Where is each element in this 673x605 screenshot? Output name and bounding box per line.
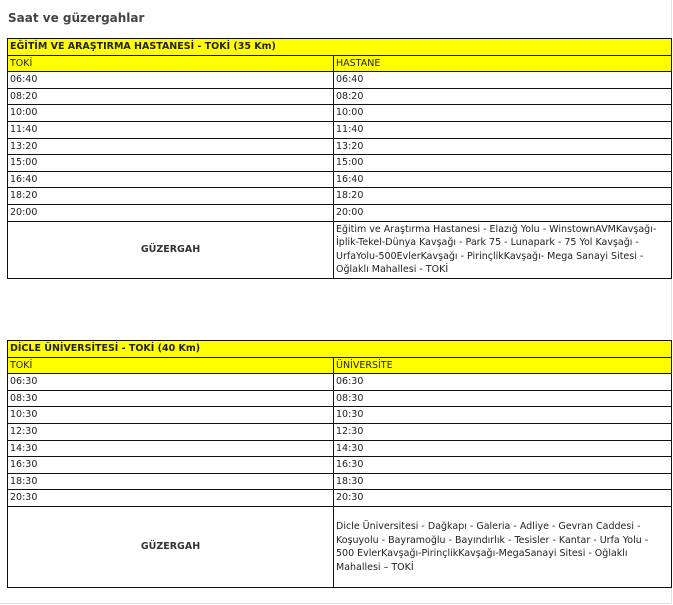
- departure-time-destination: 14:30: [334, 440, 672, 457]
- departure-time-origin: 18:30: [8, 473, 334, 490]
- table-row: [8, 440, 672, 457]
- departure-time-origin: 12:30: [8, 423, 334, 440]
- table-row: [8, 155, 672, 172]
- departure-time-destination: 20:30: [334, 490, 672, 507]
- departure-time-origin: 15:00: [8, 155, 334, 172]
- table-row: [8, 72, 672, 89]
- table-row: [8, 88, 672, 105]
- departure-time-origin: 08:30: [8, 390, 334, 407]
- column-header-destination: ÜNİVERSİTE: [334, 357, 672, 374]
- table-row: [8, 374, 672, 391]
- departure-time-destination: 06:30: [334, 374, 672, 391]
- departure-time-destination: 12:30: [334, 423, 672, 440]
- route-description: Dicle Üniversitesi - Dağkapı - Galeria - Adliye - Gevran Caddesi - Koşuyolu - Bayramoğlu - Bayındırlık - Tesisler - Kantar - Urfa Yolu - 500 EvlerKavşağı-PirinçlikKavşağı-MegaSanayi Sitesi - Oğlaklı Mahallesi – TOKİ: [334, 506, 672, 587]
- departure-time-origin: 18:20: [8, 188, 334, 205]
- departure-time-destination: 11:40: [334, 121, 672, 138]
- departure-time-destination: 16:40: [334, 171, 672, 188]
- departure-time-origin: 11:40: [8, 121, 334, 138]
- table-row: [8, 490, 672, 507]
- departure-time-destination: 10:30: [334, 407, 672, 424]
- departure-time-destination: 08:20: [334, 88, 672, 105]
- column-header-row: [8, 55, 672, 72]
- schedule-table-hospital: [7, 38, 672, 279]
- table-row: [8, 138, 672, 155]
- departure-time-destination: 10:00: [334, 105, 672, 122]
- route-label: GÜZERGAH: [8, 506, 334, 587]
- departure-time-destination: 20:00: [334, 204, 672, 221]
- table-row: [8, 457, 672, 474]
- table-row: [8, 423, 672, 440]
- column-header-origin: TOKİ: [8, 357, 334, 374]
- departure-time-origin: 20:00: [8, 204, 334, 221]
- departure-time-origin: 06:40: [8, 72, 334, 89]
- departure-time-origin: 14:30: [8, 440, 334, 457]
- table-title-row: [8, 39, 672, 56]
- schedule-table-university: [7, 340, 672, 588]
- table-row: [8, 171, 672, 188]
- departure-time-origin: 13:20: [8, 138, 334, 155]
- departure-time-origin: 16:30: [8, 457, 334, 474]
- table-row: [8, 407, 672, 424]
- departure-time-origin: 06:30: [8, 374, 334, 391]
- departure-time-origin: 20:30: [8, 490, 334, 507]
- route-row: [8, 221, 672, 278]
- table-title-row: [8, 341, 672, 358]
- table-title: EĞİTİM VE ARAŞTIRMA HASTANESİ - TOKİ (35 Km): [8, 39, 672, 56]
- page-title: Saat ve güzergahlar: [8, 11, 145, 25]
- route-row: [8, 506, 672, 587]
- table-row: [8, 105, 672, 122]
- departure-time-destination: 15:00: [334, 155, 672, 172]
- departure-time-origin: 10:30: [8, 407, 334, 424]
- table-row: [8, 121, 672, 138]
- departure-time-destination: 16:30: [334, 457, 672, 474]
- column-header-origin: TOKİ: [8, 55, 334, 72]
- departure-time-origin: 08:20: [8, 88, 334, 105]
- departure-time-destination: 06:40: [334, 72, 672, 89]
- departure-time-destination: 18:30: [334, 473, 672, 490]
- table-row: [8, 390, 672, 407]
- route-label: GÜZERGAH: [8, 221, 334, 278]
- departure-time-destination: 08:30: [334, 390, 672, 407]
- column-header-row: [8, 357, 672, 374]
- departure-time-origin: 10:00: [8, 105, 334, 122]
- table-row: [8, 473, 672, 490]
- departure-time-destination: 18:20: [334, 188, 672, 205]
- table-row: [8, 204, 672, 221]
- departure-time-destination: 13:20: [334, 138, 672, 155]
- column-header-destination: HASTANE: [334, 55, 672, 72]
- departure-time-origin: 16:40: [8, 171, 334, 188]
- route-description: Eğitim ve Araştırma Hastanesi - Elazığ Yolu - WinstownAVMKavşağı-İplik-Tekel-Dünya Kavşağı - Park 75 - Lunapark - 75 Yol Kavşağı - UrfaYolu-500EvlerKavşağı - PirinçlikKavşağı- Mega Sanayi Sitesi - Oğlaklı Mahallesi - TOKİ: [334, 221, 672, 278]
- table-row: [8, 188, 672, 205]
- table-title: DİCLE ÜNİVERSİTESİ - TOKİ (40 Km): [8, 341, 672, 358]
